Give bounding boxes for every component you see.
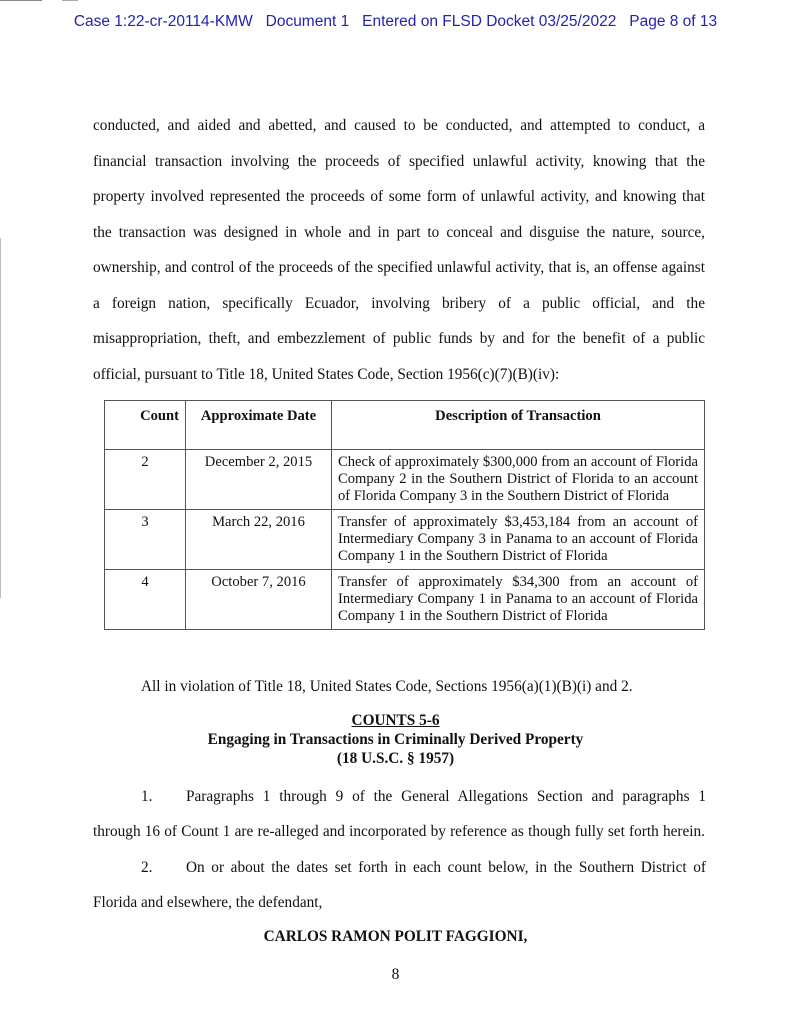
section-subtitle: Engaging in Transactions in Criminally Derived Property <box>207 731 584 748</box>
cell-description: Transfer of approximately $3,453,184 from an account of Intermediary Company 3 in Panama to an account of Florida Company 1 in the Southern District of Florida <box>332 510 705 570</box>
body-line: a foreign nation, specifically Ecuador, involving bribery of a public official, and the <box>93 295 705 312</box>
scan-edge <box>0 238 1 598</box>
cell-date: December 2, 2015 <box>186 450 332 510</box>
table-header-row <box>105 401 705 450</box>
cell-description: Transfer of approximately $34,300 from an account of Intermediary Company 1 in Panama to an account of Florida Company 1 in the Southern District of Florida <box>332 570 705 630</box>
paragraph-line: Paragraphs 1 through 9 of the General Allegations Section and paragraphs 1 <box>186 788 706 805</box>
table-row <box>105 510 705 570</box>
table-row <box>105 570 705 630</box>
body-line: official, pursuant to Title 18, United States Code, Section 1956(c)(7)(B)(iv): <box>93 366 560 383</box>
cell-date: October 7, 2016 <box>186 570 332 630</box>
paragraph-line: through 16 of Count 1 are re-alleged and incorporated by reference as though fully set forth herein. <box>93 823 705 840</box>
cell-count: 2 <box>105 450 186 510</box>
transactions-table <box>104 400 705 630</box>
table-row <box>105 450 705 510</box>
entered-date: Entered on FLSD Docket 03/25/2022 <box>362 13 617 30</box>
cell-count: 4 <box>105 570 186 630</box>
body-line: financial transaction involving the proceeds of specified unlawful activity, knowing that the <box>93 153 705 170</box>
paragraph-line: On or about the dates set forth in each count below, in the Southern District of <box>186 859 706 876</box>
cell-count: 3 <box>105 510 186 570</box>
document-number: Document 1 <box>265 13 350 30</box>
header-count: Count <box>105 401 186 450</box>
header-date: Approximate Date <box>186 401 332 450</box>
scan-mark <box>62 0 78 1</box>
cell-description: Check of approximately $300,000 from an account of Florida Company 2 in the Southern District of Florida to an account of Florida Company 3 in the Southern District of Florida <box>332 450 705 510</box>
paragraph-number: 2. <box>141 859 153 876</box>
section-statute: (18 U.S.C. § 1957) <box>336 750 455 767</box>
body-line: the transaction was designed in whole and in part to conceal and disguise the nature, source, <box>93 224 705 241</box>
cell-date: March 22, 2016 <box>186 510 332 570</box>
page-number: 8 <box>391 966 400 983</box>
paragraph-line: Florida and elsewhere, the defendant, <box>93 894 323 911</box>
scan-mark <box>0 0 42 1</box>
paragraph-number: 1. <box>141 788 153 805</box>
page-indicator: Page 8 of 13 <box>629 13 718 30</box>
case-number: Case 1:22-cr-20114-KMW <box>73 13 253 30</box>
header-description: Description of Transaction <box>332 401 705 450</box>
body-line: conducted, and aided and abetted, and caused to be conducted, and attempted to conduct, a <box>93 117 705 134</box>
violation-statement: All in violation of Title 18, United States Code, Sections 1956(a)(1)(B)(i) and 2. <box>141 678 633 695</box>
body-line: misappropriation, theft, and embezzlement of public funds by and for the benefit of a public <box>93 330 705 347</box>
body-line: property involved represented the proceeds of some form of unlawful activity, and knowing that <box>93 188 705 205</box>
body-line: ownership, and control of the proceeds of the specified unlawful activity, that is, an offense against <box>93 259 705 276</box>
section-title: COUNTS 5-6 <box>351 712 440 729</box>
docket-header <box>0 13 791 31</box>
defendant-name: CARLOS RAMON POLIT FAGGIONI, <box>263 928 528 945</box>
